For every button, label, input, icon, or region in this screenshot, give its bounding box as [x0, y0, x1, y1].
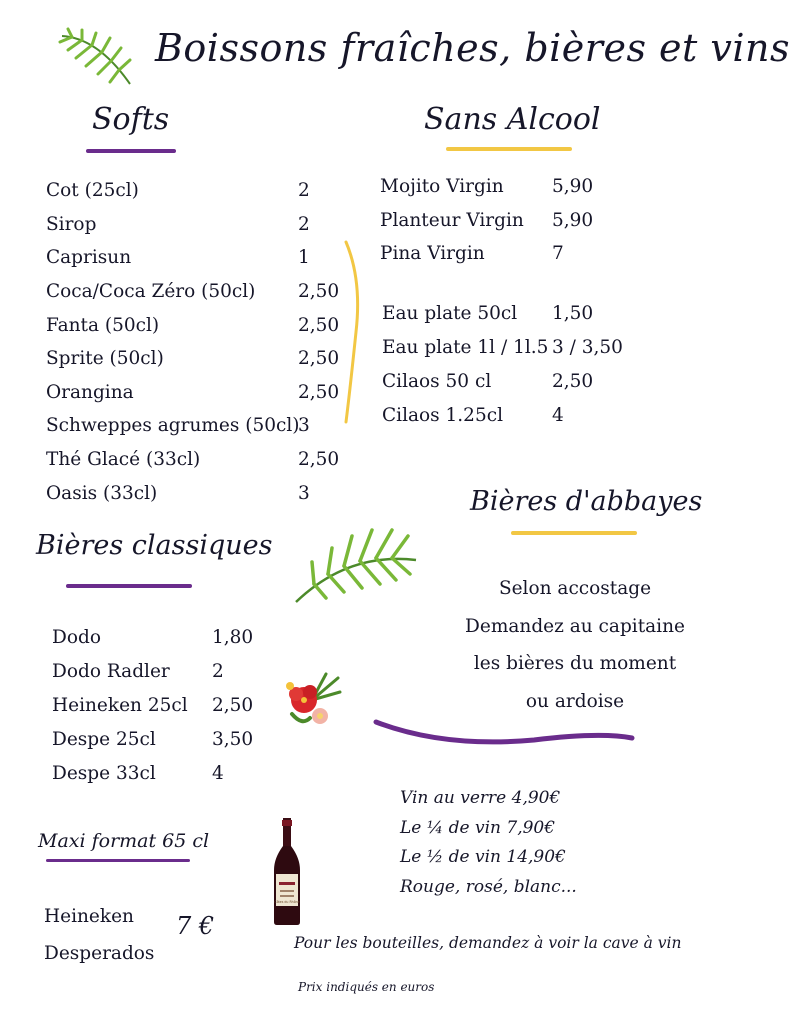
softs-item-row — [46, 443, 346, 477]
bieres-classiques-list — [52, 620, 282, 790]
water-item-price: 1,50 — [552, 302, 594, 324]
water-item-row — [382, 364, 682, 398]
swash-decoration — [374, 714, 636, 748]
biere-item-price: 2 — [212, 660, 224, 682]
biere-item-price: 3,50 — [212, 728, 254, 750]
biere-item-row — [52, 654, 282, 688]
brace-decoration — [340, 240, 364, 424]
softs-item-row — [46, 308, 346, 342]
maxi-underline — [46, 859, 190, 862]
softs-item-row — [46, 174, 346, 208]
bouteilles-note: Pour les bouteilles, demandez à voir la cave à vin — [294, 934, 682, 952]
softs-item-price: 2,50 — [298, 314, 340, 336]
cocktail-item-name: Mojito Virgin — [380, 176, 504, 198]
palm-leaf-icon — [292, 522, 420, 606]
vin-line: Rouge, rosé, blanc... — [400, 876, 577, 897]
softs-item-price: 3 — [298, 415, 310, 437]
cocktail-item-name: Pina Virgin — [380, 243, 485, 265]
biere-item-price: 1,80 — [212, 626, 254, 648]
vin-line: Le ½ de vin 14,90€ — [400, 847, 566, 867]
sans-alcool-underline — [446, 147, 572, 151]
footer-note: Prix indiqués en euros — [298, 980, 435, 994]
page-title: Boissons fraîches, bières et vins — [155, 26, 790, 70]
softs-item-name: Thé Glacé (33cl) — [46, 449, 201, 471]
water-item-row — [382, 296, 682, 330]
cocktail-item-name: Planteur Virgin — [380, 209, 524, 231]
water-item-price: 3 / 3,50 — [552, 336, 623, 358]
biere-item-name: Despe 33cl — [52, 762, 156, 784]
sans-alcool-cocktails — [380, 170, 680, 271]
biere-item-row — [52, 688, 282, 722]
softs-item-name: Orangina — [46, 381, 134, 403]
maxi-price: 7 € — [176, 912, 215, 940]
cocktail-item-row — [380, 204, 680, 238]
bieres-classiques-underline — [66, 584, 192, 588]
water-item-name: Eau plate 1l / 1l.5 — [382, 336, 549, 358]
softs-item-row — [46, 476, 346, 510]
softs-list — [46, 174, 346, 510]
water-item-row — [382, 330, 682, 364]
cocktail-item-price: 5,90 — [552, 209, 594, 231]
vins-block — [400, 784, 577, 902]
biere-item-row — [52, 722, 282, 756]
wine-label-text: Côtes du Rhône — [274, 900, 300, 904]
softs-item-row — [46, 208, 346, 242]
softs-item-price: 2 — [298, 180, 310, 202]
softs-item-name: Fanta (50cl) — [46, 314, 160, 336]
bieres-abbayes-heading: Bières d'abbayes — [470, 486, 703, 517]
maxi-item: Heineken — [44, 906, 134, 927]
softs-item-price: 2,50 — [298, 381, 340, 403]
softs-item-name: Caprisun — [46, 247, 132, 269]
wine-bottle-icon — [272, 818, 302, 926]
softs-item-row — [46, 275, 346, 309]
sans-alcool-heading: Sans Alcool — [424, 102, 601, 137]
bieres-abbayes-underline — [511, 531, 637, 535]
water-item-row — [382, 398, 682, 432]
abbaye-line: les bières du moment — [473, 653, 677, 674]
softs-item-name: Sprite (50cl) — [46, 348, 164, 370]
softs-item-row — [46, 342, 346, 376]
cocktail-item-row — [380, 237, 680, 271]
softs-heading: Softs — [92, 102, 170, 137]
water-item-name: Cilaos 1.25cl — [382, 404, 503, 426]
biere-item-name: Dodo Radler — [52, 660, 170, 682]
maxi-item: Desperados — [44, 943, 155, 964]
bieres-abbayes-text — [460, 570, 690, 720]
cocktail-item-price: 5,90 — [552, 176, 594, 198]
water-item-name: Cilaos 50 cl — [382, 370, 492, 392]
biere-item-price: 4 — [212, 762, 224, 784]
palm-leaf-icon — [58, 28, 136, 88]
water-item-name: Eau plate 50cl — [382, 302, 518, 324]
biere-item-price: 2,50 — [212, 694, 254, 716]
bieres-classiques-heading: Bières classiques — [36, 530, 273, 561]
vin-line: Le ¼ de vin 7,90€ — [400, 817, 556, 838]
softs-item-row — [46, 409, 346, 443]
softs-item-row — [46, 376, 346, 410]
biere-item-name: Heineken 25cl — [52, 694, 188, 716]
cocktail-item-price: 7 — [552, 243, 564, 265]
maxi-heading: Maxi format 65 cl — [38, 830, 210, 852]
softs-item-price: 2 — [298, 213, 310, 235]
cocktail-item-row — [380, 170, 680, 204]
abbaye-line: ou ardoise — [525, 690, 625, 712]
maxi-list — [44, 898, 154, 972]
biere-item-row — [52, 756, 282, 790]
softs-item-row — [46, 241, 346, 275]
water-item-price: 4 — [552, 404, 564, 426]
vin-line: Vin au verre 4,90€ — [400, 788, 561, 808]
softs-item-price: 2,50 — [298, 449, 340, 471]
softs-item-price: 2,50 — [298, 281, 340, 303]
softs-item-name: Cot (25cl) — [46, 180, 139, 202]
softs-item-name: Sirop — [46, 213, 97, 235]
abbaye-line: Selon accostage — [498, 578, 652, 599]
sans-alcool-eaux — [382, 296, 682, 432]
biere-item-row — [52, 620, 282, 654]
softs-item-price: 1 — [298, 247, 310, 269]
abbaye-line: Demandez au capitaine — [465, 615, 685, 637]
biere-item-name: Despe 25cl — [52, 728, 156, 750]
softs-item-price: 3 — [298, 482, 310, 504]
softs-item-name: Coca/Coca Zéro (50cl) — [46, 281, 256, 303]
softs-item-price: 2,50 — [298, 348, 340, 370]
hibiscus-flower-icon — [282, 670, 344, 730]
softs-item-name: Oasis (33cl) — [46, 482, 158, 504]
softs-underline — [86, 149, 176, 153]
softs-item-name: Schweppes agrumes (50cl) — [46, 415, 300, 437]
water-item-price: 2,50 — [552, 370, 594, 392]
biere-item-name: Dodo — [52, 626, 101, 648]
